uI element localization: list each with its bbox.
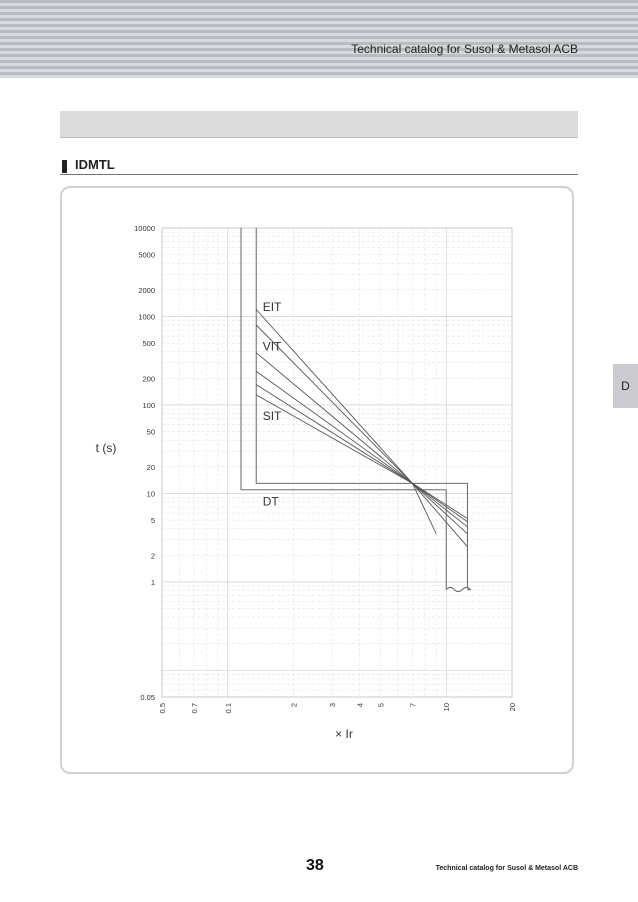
x-tick-label: 5 <box>376 703 386 708</box>
y-tick-label: 100 <box>142 400 155 410</box>
curve-2 <box>256 228 467 588</box>
x-tick-label: 4 <box>355 703 365 708</box>
section-title: IDMTL <box>75 157 115 172</box>
x-tick-label: 0.1 <box>223 703 233 714</box>
curve-label-dt: DT <box>262 494 279 509</box>
x-tick-label: 10 <box>442 703 452 712</box>
y-tick-label: 5000 <box>138 250 155 260</box>
plot-border <box>162 228 512 697</box>
y-tick-label: 10 <box>146 489 155 499</box>
y-tick-label: 2 <box>150 551 155 561</box>
page-number: 38 <box>306 857 324 874</box>
curve-label-sit: SIT <box>262 408 282 423</box>
chart-grid <box>162 228 512 697</box>
y-tick-label: 200 <box>142 374 155 384</box>
chart-ticks <box>134 224 517 713</box>
y-tick-label: 2000 <box>138 285 155 295</box>
curve-5 <box>256 353 467 534</box>
curve-6 <box>256 371 467 527</box>
footer-title: Technical catalog for Susol & Metasol ACB <box>435 865 578 872</box>
x-tick-label: 20 <box>508 703 517 712</box>
x-axis-label: × Ir <box>335 727 353 741</box>
curve-break-mark <box>446 588 470 592</box>
y-tick-label: 10000 <box>134 224 155 233</box>
curve-label-vit: VIT <box>262 339 282 354</box>
curve-8 <box>256 395 467 522</box>
y-axis-label: t (s) <box>95 441 117 455</box>
curve-4 <box>256 325 467 547</box>
y-tick-label: 50 <box>146 427 155 437</box>
curve-label-eit: EIT <box>262 300 282 315</box>
x-tick-label: 0.5 <box>158 703 167 714</box>
side-tab-d[interactable] <box>613 364 638 408</box>
x-tick-label: 3 <box>328 703 338 708</box>
header-title: Technical catalog for Susol & Metasol ACB <box>351 42 578 56</box>
y-tick-label: 0.05 <box>140 693 155 702</box>
x-tick-label: 0.7 <box>189 703 199 714</box>
y-tick-label: 500 <box>142 339 155 349</box>
y-tick-label: 5 <box>150 516 155 526</box>
x-tick-label: 7 <box>408 703 418 708</box>
x-tick-label: 2 <box>289 703 299 708</box>
y-tick-label: 1 <box>150 577 155 587</box>
y-tick-label: 1000 <box>138 312 155 322</box>
side-tab-label: D <box>621 379 630 393</box>
y-tick-label: 20 <box>146 462 155 472</box>
